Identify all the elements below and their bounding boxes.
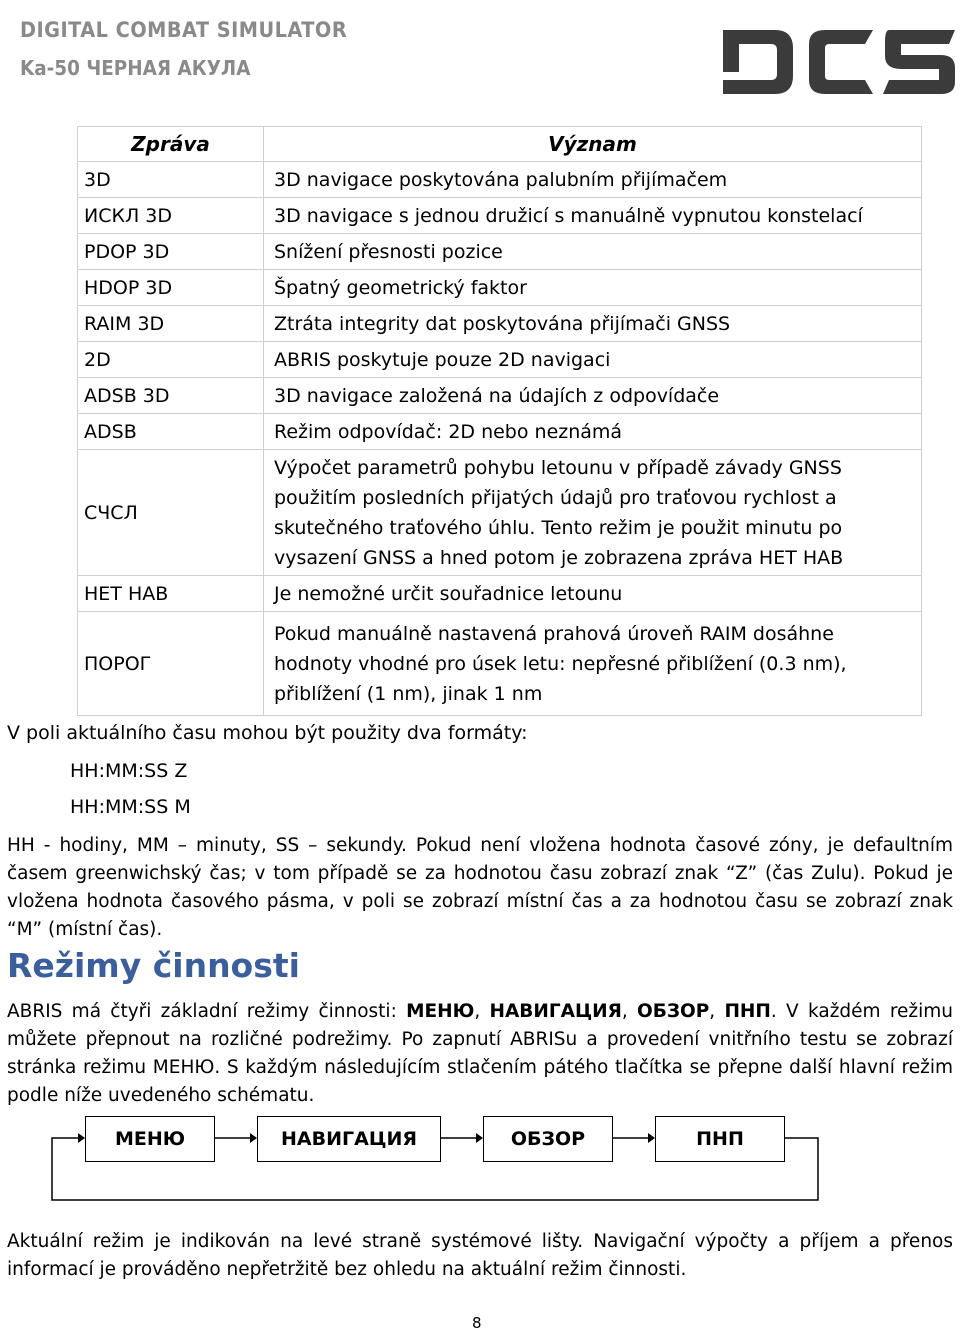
- table-row: [78, 342, 922, 378]
- separator: ,: [474, 1001, 490, 1022]
- message-code: ПОРОГ: [78, 612, 264, 716]
- footer-paragraph: Aktuální režim je indikován na levé straně systémové lišty. Navigační výpočty a příjem a přenos informací je prováděno nepřetržitě bez ohledu na aktuální režim činnosti.: [7, 1231, 953, 1280]
- message-code: ИСКЛ 3D: [78, 198, 264, 234]
- time-format-local: HH:MM:SS M: [70, 796, 191, 818]
- meaning-line: vysazení GNSS a hned potom je zobrazena zpráva НЕТ НАВ: [274, 546, 844, 569]
- meaning-line: Pokud manuálně nastavená prahová úroveň RAIM dosáhne: [274, 622, 834, 645]
- meaning-line: přiblížení (1 nm), jinak 1 nm: [274, 682, 543, 705]
- column-header-meaning: Význam: [264, 127, 922, 162]
- message-code: ADSB: [78, 414, 264, 450]
- separator: ,: [621, 1001, 638, 1022]
- arrow-head-icon: [78, 1133, 85, 1143]
- message-meaning: 3D navigace s jednou družicí s manuálně vypnutou konstelací: [264, 198, 922, 234]
- table-row: [78, 612, 922, 716]
- arrow-head-icon: [476, 1133, 483, 1143]
- table-row: [78, 450, 922, 576]
- mode-box-pnp: ПНП: [655, 1116, 785, 1162]
- table-row: [78, 162, 922, 198]
- message-meaning: Je nemožné určit souřadnice letounu: [264, 576, 922, 612]
- message-code: RAIM 3D: [78, 306, 264, 342]
- message-code: НЕТ НАВ: [78, 576, 264, 612]
- message-meaning: [264, 612, 922, 716]
- page-number: 8: [472, 1314, 482, 1332]
- message-meaning: Špatný geometrický faktor: [264, 270, 922, 306]
- column-header-message: Zpráva: [78, 127, 264, 162]
- modes-paragraph: [7, 998, 953, 1110]
- message-meaning: Ztráta integrity dat poskytována přijímači GNSS: [264, 306, 922, 342]
- message-code: 2D: [78, 342, 264, 378]
- header-title: DIGITAL COMBAT SIMULATOR: [20, 18, 348, 42]
- table-row: [78, 198, 922, 234]
- arrow-head-icon: [648, 1133, 655, 1143]
- modes-text-end: . V každém režimu můžete přepnout na rozličné podrežimy. Po zapnutí ABRISu a provedení vnitřního testu se zobrazí stránka režimu МЕНЮ. S každým následujícím stlačením pátého tlačítka se přepne další hlavní režim podle níže uvedeného schématu.: [7, 1001, 954, 1106]
- message-meaning: 3D navigace založená na údajích z odpovídače: [264, 378, 922, 414]
- table-row: [78, 576, 922, 612]
- table-row: [78, 306, 922, 342]
- section-heading: Režimy činnosti: [7, 946, 300, 985]
- arrow-head-icon: [250, 1133, 257, 1143]
- mode-box-navigation: НАВИГАЦИЯ: [257, 1116, 441, 1162]
- page-header: [0, 0, 960, 110]
- message-code: 3D: [78, 162, 264, 198]
- mode-name: НАВИГАЦИЯ: [489, 1001, 622, 1022]
- separator: ,: [709, 1001, 725, 1022]
- message-meaning: Snížení přesnosti pozice: [264, 234, 922, 270]
- mode-name: МЕНЮ: [406, 1001, 475, 1022]
- time-format-zulu: HH:MM:SS Z: [70, 760, 188, 782]
- message-table: [77, 126, 922, 716]
- table-row: [78, 414, 922, 450]
- message-code: PDOP 3D: [78, 234, 264, 270]
- message-meaning: [264, 450, 922, 576]
- message-meaning: Režim odpovídač: 2D nebo neznámá: [264, 414, 922, 450]
- time-format-explanation: HH - hodiny, MM – minuty, SS – sekundy. Pokud není vložena hodnota časové zóny, je defaultním časem greenwichský čas; v tom případě se za hodnotou času zobrazí znak “Z” (čas Zulu). Pokud je vložena hodnota časového pásma, v poli se zobrazí místní čas a za hodnotou času se zobrazí znak “M” (místní čas).: [7, 835, 953, 940]
- table-header-row: [78, 127, 922, 162]
- table-row: [78, 270, 922, 306]
- message-code: ADSB 3D: [78, 378, 264, 414]
- time-format-intro: V poli aktuálního času mohou být použity dva formáty:: [7, 722, 528, 744]
- modes-text-start: ABRIS má čtyři základní režimy činnosti:: [7, 1001, 407, 1022]
- table-row: [78, 234, 922, 270]
- mode-box-menu: МЕНЮ: [85, 1116, 215, 1162]
- mode-name: ПНП: [724, 1001, 771, 1022]
- table-row: [78, 378, 922, 414]
- message-meaning: 3D navigace poskytována palubním přijímačem: [264, 162, 922, 198]
- meaning-line: hodnoty vhodné pro úsek letu: nepřesné přiblížení (0.3 nm),: [274, 652, 847, 675]
- header-subtitle: Ka-50 ЧЕРНАЯ АКУЛА: [20, 56, 251, 80]
- meaning-line: Výpočet parametrů pohybu letounu v případě závady GNSS: [274, 456, 842, 479]
- message-code: СЧСЛ: [78, 450, 264, 576]
- mode-box-overview: ОБЗОР: [483, 1116, 613, 1162]
- message-meaning: ABRIS poskytuje pouze 2D navigaci: [264, 342, 922, 378]
- meaning-line: skutečného traťového úhlu. Tento režim je použit minutu po: [274, 516, 843, 539]
- dcs-logo-icon: [705, 12, 960, 108]
- mode-name: ОБЗОР: [637, 1001, 710, 1022]
- meaning-line: použitím posledních přijatých údajů pro traťovou rychlost a: [274, 486, 837, 509]
- message-code: HDOP 3D: [78, 270, 264, 306]
